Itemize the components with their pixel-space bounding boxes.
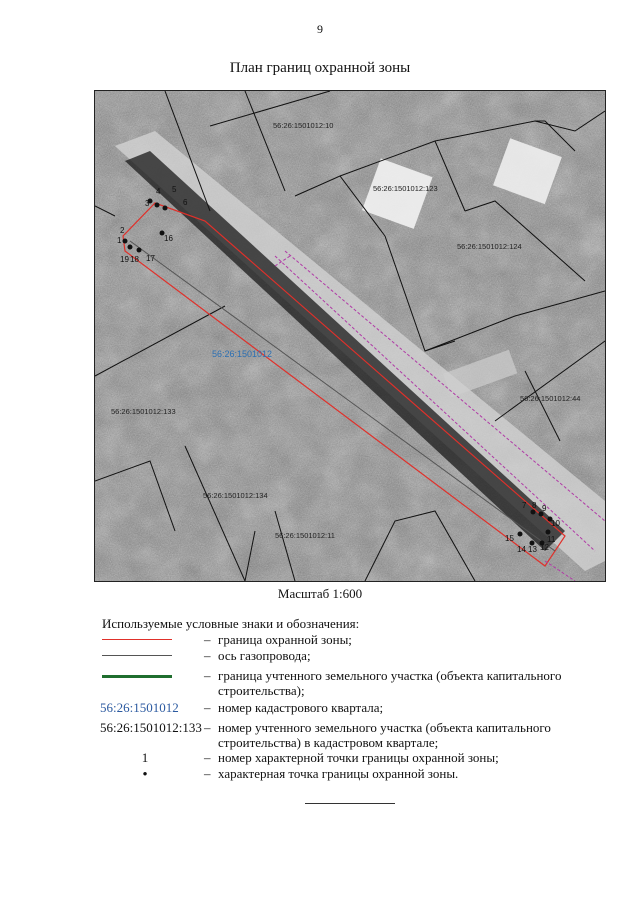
point-label: 15 <box>505 534 514 543</box>
point-label: 4 <box>156 187 161 196</box>
point-label: 7 <box>522 501 527 510</box>
legend-symbol: • <box>142 766 148 781</box>
legend-description: граница охранной зоны; <box>218 632 352 647</box>
plan-title: План границ охранной зоны <box>229 60 411 76</box>
legend-description: ось газопровода; <box>218 648 311 663</box>
parcel-label: 56:26:1501012:44 <box>520 394 581 403</box>
quarter-label: 56:26:1501012 <box>212 349 273 359</box>
parcel-label: 56:26:1501012:134 <box>203 491 268 500</box>
parcel-label: 56:26:1501012:123 <box>373 184 438 193</box>
legend-dash: – <box>204 766 211 781</box>
legend-description: характерная точка границы охранной зоны. <box>218 766 459 781</box>
point-label: 14 <box>517 545 526 554</box>
legend-title: Используемые условные знаки и обозначения: <box>102 616 360 631</box>
point-label: 10 <box>551 519 560 528</box>
legend-symbol: 1 <box>141 750 149 765</box>
legend-dash: – <box>204 648 211 663</box>
point-label: 2 <box>120 226 125 235</box>
point-label: 1 <box>117 236 122 245</box>
green-line-symbol <box>102 675 172 678</box>
legend-symbol: 56:26:1501012 <box>100 700 179 715</box>
cadastral-map <box>94 90 606 582</box>
point-label: 5 <box>172 185 177 194</box>
page-number: 9 <box>317 22 323 36</box>
legend-dash: – <box>204 700 211 715</box>
legend-description: номер характерной точки границы охранной зоны; <box>218 750 499 765</box>
red-line-symbol <box>102 639 172 640</box>
point-label: 3 <box>145 199 150 208</box>
point-label: 18 <box>130 255 139 264</box>
parcel-label: 56:26:1501012:133 <box>111 407 176 416</box>
legend-dash: – <box>204 668 211 683</box>
legend-symbol: 56:26:1501012:133 <box>100 720 202 735</box>
legend-dash: – <box>204 750 211 765</box>
point-label: 17 <box>146 254 155 263</box>
legend-description: граница учтенного земельного участка (объекта капитального строительства); <box>218 668 562 698</box>
point-label: 19 <box>120 255 129 264</box>
point-label: 6 <box>183 198 188 207</box>
point-label: 9 <box>542 504 547 513</box>
legend-dash: – <box>204 632 211 647</box>
parcel-label: 56:26:1501012:124 <box>457 242 522 251</box>
parcel-label: 56:26:1501012:11 <box>275 531 335 540</box>
legend-description: номер учтенного земельного участка (объекта капитального строительства) в кадастровом квартале; <box>218 720 551 750</box>
gray-line-symbol <box>102 655 172 656</box>
point-label: 16 <box>164 234 173 243</box>
parcel-label: 56:26:1501012:10 <box>273 121 334 130</box>
legend-description: номер кадастрового квартала; <box>218 700 384 715</box>
scale-label: Масштаб 1:600 <box>277 586 363 601</box>
point-label: 12 <box>540 543 549 552</box>
point-label: 8 <box>532 501 537 510</box>
footer-divider <box>305 803 395 804</box>
point-label: 13 <box>528 545 537 554</box>
legend-dash: – <box>204 720 211 735</box>
point-label: 11 <box>547 535 556 544</box>
